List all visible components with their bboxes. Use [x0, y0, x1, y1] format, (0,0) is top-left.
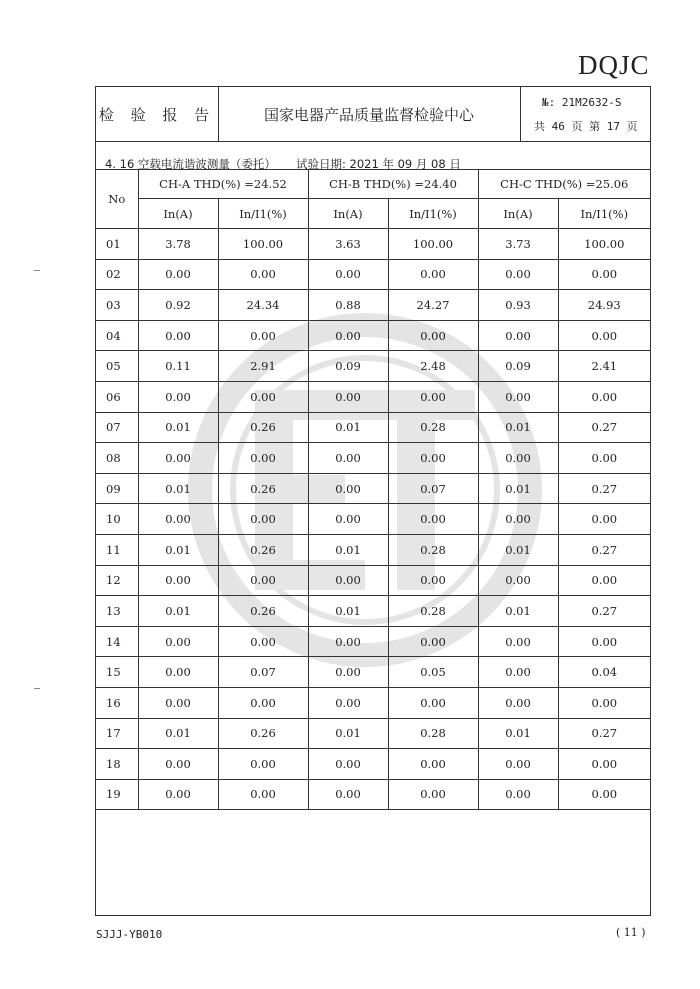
table-cell: 0.00: [388, 687, 478, 718]
table-row: [96, 749, 650, 780]
report-label: 检 验 报 告: [96, 87, 219, 141]
margin-mark: [34, 688, 40, 689]
table-cell: 0.00: [138, 320, 218, 351]
channel-b-header: CH-B THD(%) =24.40: [308, 169, 478, 199]
page-mark: ( 11 ): [616, 926, 646, 939]
table-row: [96, 412, 650, 443]
table-cell: 0.00: [218, 259, 308, 290]
table-row: [96, 626, 650, 657]
table-cell: 0.26: [218, 718, 308, 749]
table-cell: 0.00: [218, 626, 308, 657]
table-cell: 0.00: [138, 259, 218, 290]
table-row: [96, 504, 650, 535]
table-row: [96, 718, 650, 749]
table-cell: 0.26: [218, 534, 308, 565]
table-row: [96, 779, 650, 810]
table-cell: 2.91: [218, 351, 308, 382]
table-cell: 0.00: [558, 687, 650, 718]
table-row: [96, 351, 650, 382]
harmonic-order: 05: [96, 351, 138, 382]
table-cell: 24.27: [388, 290, 478, 321]
col-in-c: In(A): [478, 199, 558, 229]
table-cell: 0.00: [558, 626, 650, 657]
table-cell: 0.27: [558, 473, 650, 504]
harmonic-order: 07: [96, 412, 138, 443]
table-cell: 0.09: [308, 351, 388, 382]
table-cell: 0.27: [558, 534, 650, 565]
table-cell: 0.00: [388, 779, 478, 810]
table-cell: 0.00: [308, 473, 388, 504]
table-cell: 0.26: [218, 596, 308, 627]
table-cell: 100.00: [218, 229, 308, 260]
table-cell: 0.27: [558, 412, 650, 443]
report-meta: [520, 87, 650, 141]
table-cell: 0.00: [308, 381, 388, 412]
table-cell: 0.00: [138, 687, 218, 718]
table-cell: 0.00: [478, 259, 558, 290]
table-cell: 0.00: [218, 443, 308, 474]
table-cell: 0.00: [308, 779, 388, 810]
table-cell: 0.01: [138, 473, 218, 504]
table-row: [96, 443, 650, 474]
report-frame: [95, 86, 651, 916]
harmonic-order: 09: [96, 473, 138, 504]
harmonic-order: 04: [96, 320, 138, 351]
harmonics-table: [96, 169, 650, 810]
table-cell: 0.07: [218, 657, 308, 688]
table-cell: 0.01: [478, 412, 558, 443]
table-cell: 0.28: [388, 718, 478, 749]
table-cell: 0.00: [308, 626, 388, 657]
table-cell: 0.07: [388, 473, 478, 504]
table-cell: 3.73: [478, 229, 558, 260]
table-cell: 0.00: [388, 749, 478, 780]
table-cell: 0.01: [138, 412, 218, 443]
table-cell: 0.00: [138, 565, 218, 596]
section-subheader: [96, 141, 650, 170]
table-cell: 2.41: [558, 351, 650, 382]
dqjc-logo: DQJC: [578, 50, 650, 80]
table-row: [96, 565, 650, 596]
col-ratio-a: In/I1(%): [218, 199, 308, 229]
table-row: [96, 596, 650, 627]
table-cell: 0.00: [218, 687, 308, 718]
table-row: [96, 657, 650, 688]
table-cell: 0.04: [558, 657, 650, 688]
table-cell: 0.11: [138, 351, 218, 382]
harmonic-order: 03: [96, 290, 138, 321]
table-cell: 24.34: [218, 290, 308, 321]
table-cell: 0.00: [558, 779, 650, 810]
channel-a-header: CH-A THD(%) =24.52: [138, 169, 308, 199]
table-cell: 0.01: [478, 534, 558, 565]
table-row: [96, 290, 650, 321]
table-cell: 0.01: [308, 596, 388, 627]
table-cell: 0.00: [478, 657, 558, 688]
table-cell: 0.00: [558, 749, 650, 780]
col-ratio-c: In/I1(%): [558, 199, 650, 229]
col-ratio-b: In/I1(%): [388, 199, 478, 229]
harmonic-order: 15: [96, 657, 138, 688]
table-cell: 24.93: [558, 290, 650, 321]
table-cell: 0.01: [308, 534, 388, 565]
table-cell: 0.00: [478, 565, 558, 596]
table-cell: 0.00: [478, 626, 558, 657]
table-cell: 0.00: [218, 565, 308, 596]
table-cell: 0.00: [558, 565, 650, 596]
table-cell: 0.00: [388, 565, 478, 596]
table-cell: 0.01: [478, 596, 558, 627]
table-cell: 0.05: [388, 657, 478, 688]
channel-c-header: CH-C THD(%) =25.06: [478, 169, 650, 199]
table-cell: 0.01: [478, 473, 558, 504]
table-cell: 0.00: [138, 381, 218, 412]
section-title: 4. 16 空载电流谐波测量（委托）: [105, 157, 276, 171]
table-cell: 0.28: [388, 534, 478, 565]
table-cell: 2.48: [388, 351, 478, 382]
table-row: [96, 534, 650, 565]
table-cell: 0.00: [478, 320, 558, 351]
harmonic-order: 06: [96, 381, 138, 412]
harmonic-order: 19: [96, 779, 138, 810]
table-cell: 0.00: [478, 443, 558, 474]
table-cell: 0.88: [308, 290, 388, 321]
table-cell: 0.27: [558, 718, 650, 749]
table-cell: 0.00: [388, 320, 478, 351]
organization-name: 国家电器产品质量监督检验中心: [218, 87, 521, 141]
table-cell: 0.00: [308, 657, 388, 688]
table-cell: 0.00: [308, 443, 388, 474]
table-cell: 0.00: [388, 504, 478, 535]
table-cell: 0.00: [308, 687, 388, 718]
table-cell: 0.01: [308, 412, 388, 443]
harmonic-order: 18: [96, 749, 138, 780]
table-row: [96, 259, 650, 290]
table-cell: 0.01: [478, 718, 558, 749]
test-date: 试验日期: 2021 年 09 月 08 日: [296, 157, 461, 171]
table-cell: 0.00: [478, 381, 558, 412]
table-cell: 0.00: [558, 504, 650, 535]
table-cell: 0.00: [558, 259, 650, 290]
table-cell: 0.00: [388, 443, 478, 474]
table-cell: 0.00: [478, 504, 558, 535]
table-cell: 0.00: [308, 320, 388, 351]
table-cell: 0.00: [478, 687, 558, 718]
table-cell: 0.09: [478, 351, 558, 382]
table-cell: 0.01: [138, 718, 218, 749]
table-cell: 0.00: [138, 626, 218, 657]
table-row: [96, 320, 650, 351]
col-in-a: In(A): [138, 199, 218, 229]
table-cell: 0.00: [478, 749, 558, 780]
margin-mark: [34, 270, 40, 271]
table-cell: 0.00: [558, 320, 650, 351]
table-cell: 0.28: [388, 596, 478, 627]
table-row: [96, 687, 650, 718]
report-header: [96, 87, 650, 142]
harmonic-order: 02: [96, 259, 138, 290]
table-cell: 0.93: [478, 290, 558, 321]
harmonic-order: 17: [96, 718, 138, 749]
harmonic-order: 01: [96, 229, 138, 260]
harmonic-order: 13: [96, 596, 138, 627]
col-in-b: In(A): [308, 199, 388, 229]
no-header: No: [96, 169, 138, 229]
table-cell: 0.00: [388, 381, 478, 412]
table-row: [96, 473, 650, 504]
table-cell: 0.00: [558, 381, 650, 412]
harmonic-order: 16: [96, 687, 138, 718]
table-cell: 0.27: [558, 596, 650, 627]
table-cell: 0.00: [308, 259, 388, 290]
table-cell: 3.63: [308, 229, 388, 260]
table-cell: 0.00: [138, 657, 218, 688]
table-cell: 0.00: [388, 259, 478, 290]
harmonic-order: 08: [96, 443, 138, 474]
table-cell: 0.00: [388, 626, 478, 657]
table-cell: 0.00: [218, 320, 308, 351]
table-cell: 0.01: [308, 718, 388, 749]
table-cell: 0.00: [218, 504, 308, 535]
report-number: №: 21M2632-S: [542, 96, 622, 109]
table-cell: 0.00: [138, 779, 218, 810]
table-row: [96, 229, 650, 260]
table-cell: 0.01: [138, 534, 218, 565]
harmonic-order: 14: [96, 626, 138, 657]
table-cell: 0.00: [308, 749, 388, 780]
table-cell: 0.00: [478, 779, 558, 810]
table-cell: 0.28: [388, 412, 478, 443]
table-row: [96, 381, 650, 412]
harmonic-order: 10: [96, 504, 138, 535]
table-cell: 0.26: [218, 412, 308, 443]
table-cell: 0.92: [138, 290, 218, 321]
page-info: 共 46 页 第 17 页: [534, 120, 638, 133]
table-cell: 0.00: [138, 443, 218, 474]
table-cell: 100.00: [388, 229, 478, 260]
table-cell: 0.00: [308, 504, 388, 535]
harmonic-order: 12: [96, 565, 138, 596]
table-cell: 0.00: [558, 443, 650, 474]
table-cell: 0.00: [218, 749, 308, 780]
table-cell: 0.00: [138, 749, 218, 780]
table-cell: 100.00: [558, 229, 650, 260]
table-cell: 0.26: [218, 473, 308, 504]
table-cell: 0.00: [218, 779, 308, 810]
form-code: SJJJ-YB010: [96, 928, 163, 941]
table-cell: 0.00: [138, 504, 218, 535]
table-cell: 3.78: [138, 229, 218, 260]
table-cell: 0.01: [138, 596, 218, 627]
harmonic-order: 11: [96, 534, 138, 565]
table-cell: 0.00: [218, 381, 308, 412]
table-cell: 0.00: [308, 565, 388, 596]
